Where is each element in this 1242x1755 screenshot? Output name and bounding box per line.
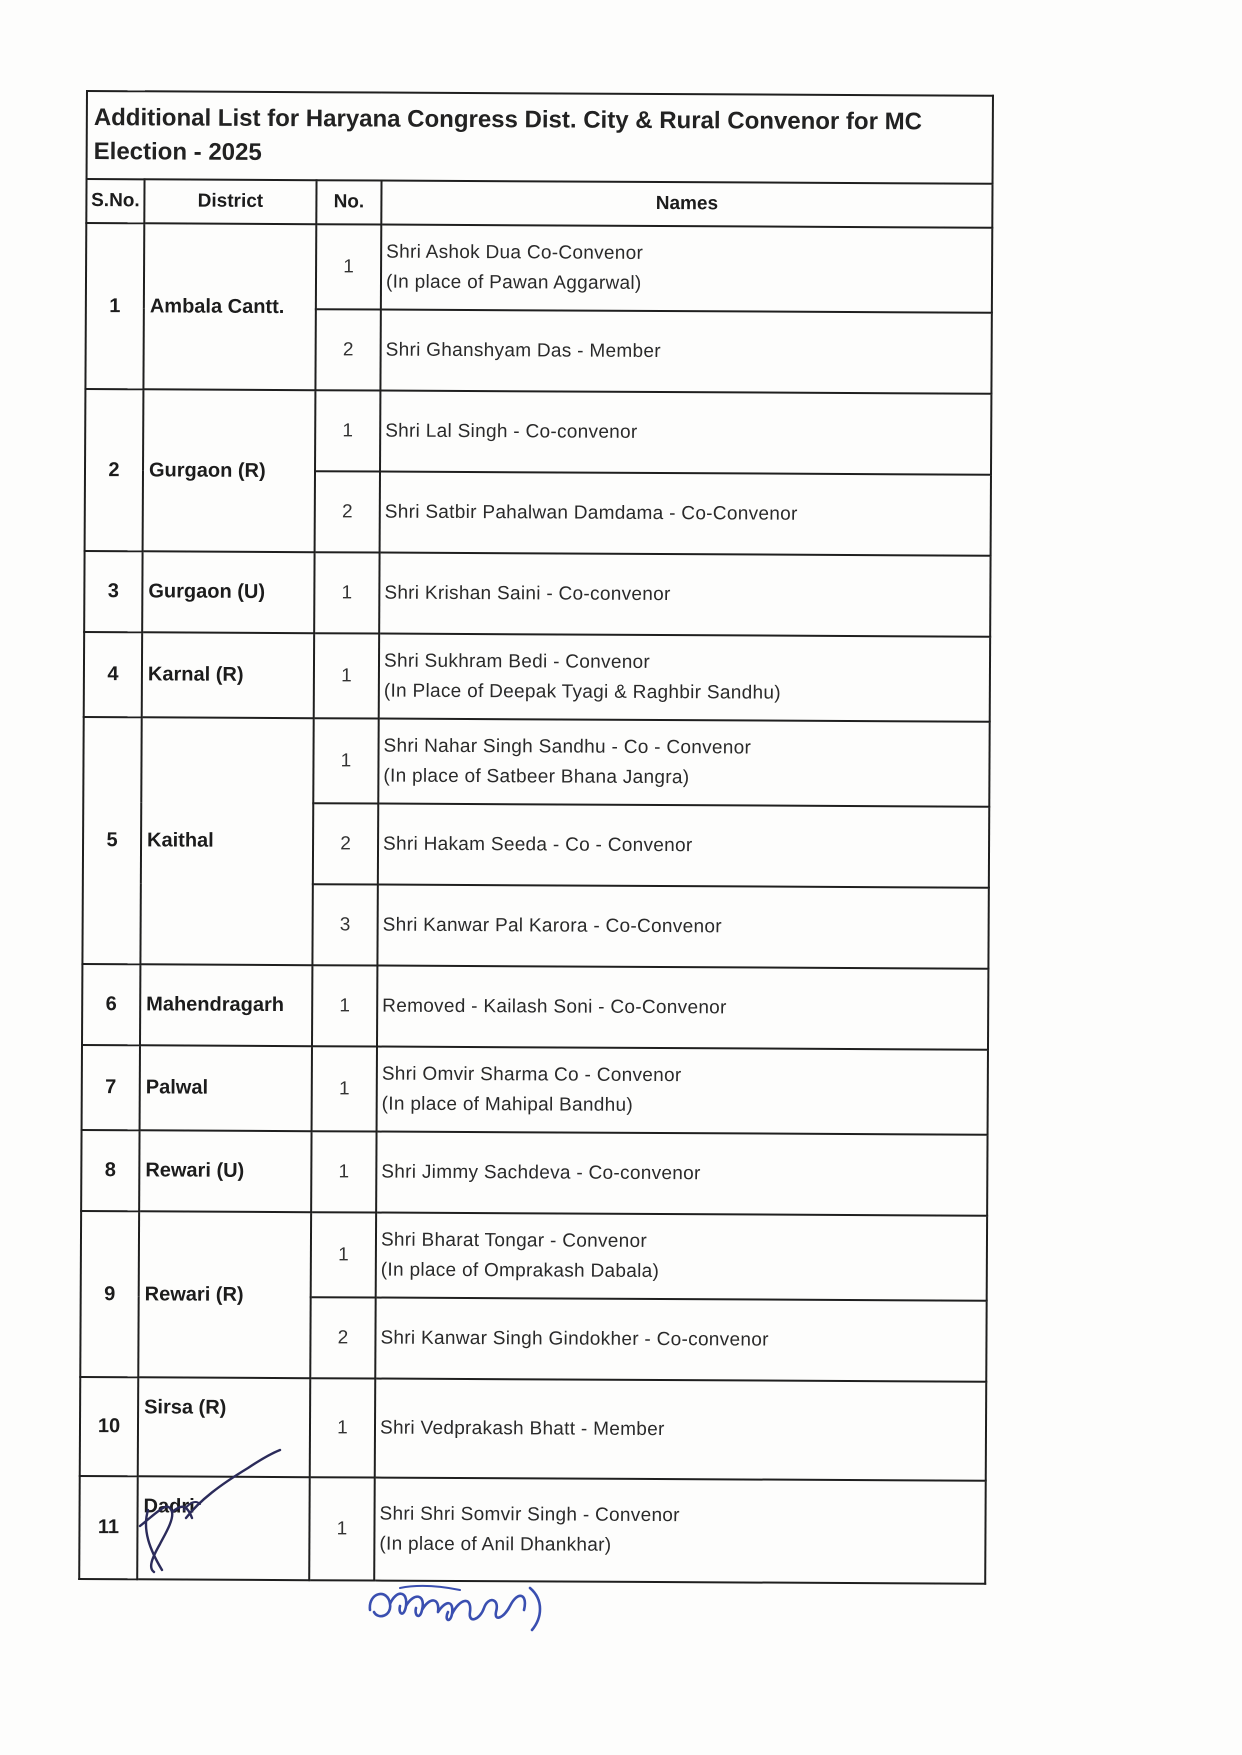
entry-replacement-note: (In place of Pawan Aggarwal) [385, 271, 642, 294]
table-row [80, 1377, 987, 1481]
entry-number: 1 [312, 1046, 377, 1131]
serial-number: 7 [82, 1045, 140, 1130]
entry-names [380, 472, 991, 556]
entry-name-line: Shri Kanwar Pal Karora - Co-Convenor [382, 914, 722, 937]
entry-number: 1 [311, 1131, 376, 1212]
district-name: Gurgaon (U) [142, 551, 314, 633]
district-name: Gurgaon (R) [143, 389, 316, 552]
entry-number: 2 [310, 1297, 375, 1378]
entry-replacement-note: (In place of Anil Dhankhar) [379, 1533, 612, 1556]
entry-number: 3 [312, 884, 377, 965]
table-row [83, 717, 989, 807]
entry-name-line: Shri Hakam Seeda - Co - Convenor [383, 833, 693, 856]
table-row [86, 223, 992, 313]
serial-number: 10 [80, 1377, 139, 1476]
district-name: Rewari (U) [139, 1130, 311, 1212]
entry-name-line: Shri Sukhram Bedi - Convenor [383, 650, 651, 673]
table-row [81, 1130, 987, 1216]
entry-name-line: Shri Ghanshyam Das - Member [385, 339, 661, 362]
entry-replacement-note: (In Place of Deepak Tyagi & Raghbir Sandhu) [383, 680, 781, 704]
entry-number: 1 [314, 633, 379, 718]
entry-names [378, 719, 989, 807]
district-name: Ambala Cantt. [143, 223, 316, 390]
entry-name-line: Shri Vedprakash Bhatt - Member [379, 1417, 665, 1440]
entry-name-line: Shri Shri Somvir Singh - Convenor [379, 1503, 680, 1526]
entry-names [378, 804, 989, 888]
entry-name-line: Shri Omvir Sharma Co - Convenor [381, 1063, 682, 1086]
entry-name-line: Shri Lal Singh - Co-convenor [385, 420, 638, 443]
entry-names [380, 391, 991, 475]
serial-number: 6 [82, 964, 140, 1045]
entry-names [376, 1213, 987, 1301]
table-row [82, 964, 988, 1050]
entry-names [381, 225, 992, 313]
entry-names [377, 1047, 988, 1135]
entry-number: 1 [315, 390, 380, 471]
serial-number: 5 [82, 717, 141, 964]
entry-names [375, 1379, 987, 1481]
entry-name-line: Shri Kanwar Singh Gindokher - Co-convenor [380, 1327, 769, 1351]
serial-number: 3 [84, 551, 142, 632]
entry-number: 2 [315, 309, 380, 390]
district-name: Karnal (R) [142, 632, 314, 718]
district-name: Mahendragarh [140, 964, 312, 1046]
convenor-list-table [78, 90, 994, 1585]
entry-names [379, 553, 990, 637]
district-name: Rewari (R) [138, 1211, 311, 1378]
entry-names [377, 966, 988, 1050]
serial-number: 8 [81, 1130, 139, 1211]
entry-name-line: Shri Nahar Singh Sandhu - Co - Convenor [383, 735, 752, 758]
entry-names [380, 310, 991, 394]
entry-number: 1 [310, 1378, 376, 1477]
document-title: Additional List for Haryana Congress Dist. City & Rural Convenor for MC Election - 2025 [87, 91, 993, 184]
entry-replacement-note: (In place of Mahipal Bandhu) [381, 1093, 634, 1116]
entry-replacement-note: (In place of Omprakash Dabala) [380, 1259, 660, 1282]
serial-number: 11 [79, 1476, 138, 1579]
entry-name-line: Shri Bharat Tongar - Convenor [380, 1229, 648, 1252]
entry-name-line: Shri Ashok Dua Co-Convenor [386, 241, 644, 264]
district-name: Dadri [137, 1476, 310, 1580]
header-names: Names [381, 181, 992, 228]
entry-number: 1 [309, 1477, 375, 1580]
table-row [82, 1045, 988, 1135]
header-no: No. [316, 180, 381, 224]
serial-number: 1 [85, 223, 144, 389]
district-name: Palwal [140, 1045, 312, 1131]
table-row [84, 551, 990, 637]
entry-names [377, 885, 988, 969]
entry-number: 1 [311, 1212, 376, 1297]
entry-name-line: Shri Jimmy Sachdeva - Co-convenor [381, 1161, 701, 1184]
entry-name-line: Shri Satbir Pahalwan Damdama - Co-Convenor [384, 501, 798, 525]
entry-names [374, 1478, 986, 1584]
district-name: Kaithal [140, 717, 313, 965]
entry-number: 2 [315, 471, 380, 552]
table-row [84, 632, 990, 722]
entry-names [376, 1132, 987, 1216]
table-row [79, 1476, 986, 1584]
entry-number: 1 [314, 552, 379, 633]
serial-number: 2 [85, 389, 144, 551]
entry-replacement-note: (In place of Satbeer Bhana Jangra) [383, 765, 690, 788]
entry-names [375, 1298, 986, 1382]
entry-names [379, 634, 990, 722]
entry-number: 2 [313, 803, 378, 884]
entry-name-line: Shri Krishan Saini - Co-convenor [384, 582, 671, 605]
serial-number: 4 [84, 632, 142, 717]
header-district: District [144, 179, 316, 224]
entry-number: 1 [313, 718, 378, 803]
table-row [81, 1211, 987, 1301]
entry-name-line: Removed - Kailash Soni - Co-Convenor [382, 995, 727, 1018]
table-row [85, 389, 991, 475]
district-name: Sirsa (R) [138, 1377, 311, 1477]
header-sno: S.No. [86, 179, 144, 223]
entry-number: 1 [316, 224, 381, 309]
serial-number: 9 [80, 1211, 139, 1377]
table-body [79, 223, 992, 1584]
entry-number: 1 [312, 965, 377, 1046]
